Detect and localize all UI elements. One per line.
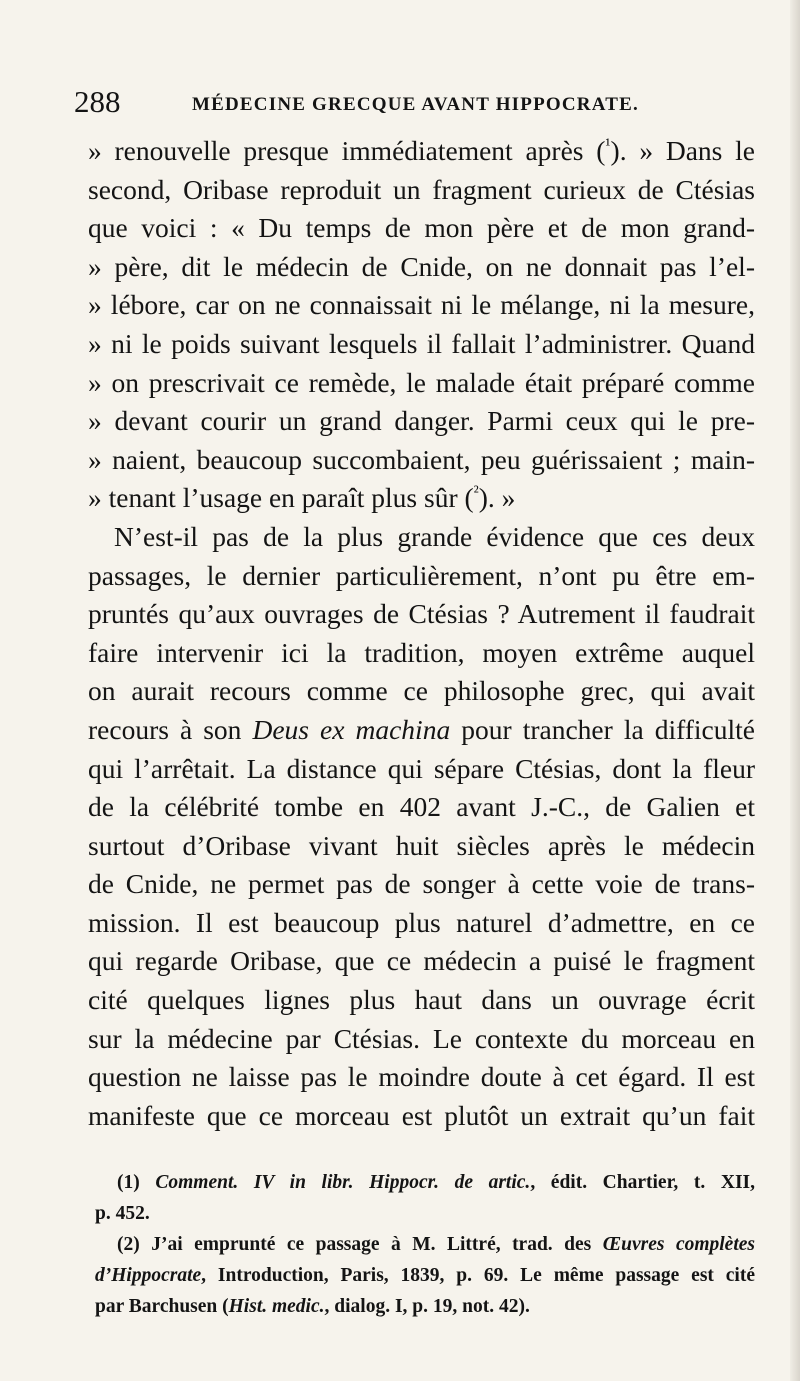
page-number: 288 [74, 84, 121, 119]
main-text [88, 132, 755, 1135]
footnote-1-continued: p. 452. [95, 1203, 150, 1224]
text-line: sur la médecine par Ctésias. Le contexte du morceau en [88, 1022, 755, 1054]
text-line: mission. Il est beaucoup plus naturel d’admettre, en ce [88, 906, 755, 938]
text-line: on aurait recours comme ce philosophe grec, qui avait [88, 675, 755, 707]
running-head: MÉDECINE GRECQUE AVANT HIPPOCRATE. [192, 94, 639, 115]
text-line: second, Oribase reproduit un fragment curieux de Ctésias [88, 173, 755, 205]
text-line: » père, dit le médecin de Cnide, on ne donnait pas l’el- [88, 250, 755, 282]
text-line: » lébore, car on ne connaissait ni le mélange, ni la mesure, [88, 289, 755, 321]
text-line: de la célébrité tombe en 402 avant J.-C., de Galien et [88, 791, 755, 823]
text-line: » renouvelle presque immédiatement après ($^{^1}$). » Dans le [88, 134, 755, 166]
paragraph-start-line: N’est-il pas de la plus grande évidence que ces deux [114, 520, 755, 552]
footnote-2-continued: d’Hippocrate, Introduction, Paris, 1839, p. 69. Le même passage est cité [95, 1265, 755, 1286]
text-line: que voici : « Du temps de mon père et de mon grand- [88, 212, 755, 244]
italic-phrase: Deus ex machina [252, 713, 451, 745]
text-line: » ni le poids suivant lesquels il fallait l’administrer. Quand [88, 327, 755, 359]
footnote-ref: ¹ [605, 134, 611, 154]
text-line: qui l’arrêtait. La distance qui sépare Ctésias, dont la fleur [88, 752, 755, 784]
text-line: » tenant l’usage en paraît plus sûr ($^{^2}$). » [88, 482, 516, 514]
text-line: » on prescrivait ce remède, le malade était préparé comme [88, 366, 755, 398]
page-header [74, 84, 754, 124]
text-line: cité quelques lignes plus haut dans un ouvrage écrit [88, 984, 755, 1016]
footnote-ref: ² [473, 482, 479, 502]
footnote-marker: (2) [117, 1234, 140, 1255]
text-line: surtout d’Oribase vivant huit siècles après le médecin [88, 829, 755, 861]
text-line: de Cnide, ne permet pas de songer à cette voie de trans- [88, 868, 755, 900]
footnote-1: (1) Comment. IV in libr. Hippocr. de artic., édit. Chartier, t. XII, [117, 1172, 756, 1193]
text-line: pruntés qu’aux ouvrages de Ctésias ? Autrement il faudrait [88, 598, 755, 630]
text-line: question ne laisse pas le moindre doute à cet égard. Il est [88, 1061, 755, 1093]
text-line: » naient, beaucoup succombaient, peu guérissaient ; main- [88, 443, 755, 475]
text-line: qui regarde Oribase, que ce médecin a puisé le fragment [88, 945, 755, 977]
text-line: manifeste que ce morceau est plutôt un extrait qu’un fait [88, 1099, 755, 1131]
page-edge [790, 0, 800, 1381]
footnote-2: (2) J’ai emprunté ce passage à M. Littré, trad. des Œuvres complètes [117, 1234, 756, 1255]
text-line: passages, le dernier particulièrement, n’ont pu être em- [88, 559, 755, 591]
footnote-2-continued: par Barchusen (Hist. medic., dialog. I, p. 19, not. 42). [95, 1296, 530, 1317]
text-line: recours à son Deus ex machina pour trancher la difficulté [88, 713, 755, 745]
footnote-marker: (1) [117, 1172, 140, 1193]
footnotes [95, 1167, 755, 1322]
text-line: » devant courir un grand danger. Parmi ceux qui le pre- [88, 405, 755, 437]
text-line: faire intervenir ici la tradition, moyen extrême auquel [88, 636, 755, 668]
